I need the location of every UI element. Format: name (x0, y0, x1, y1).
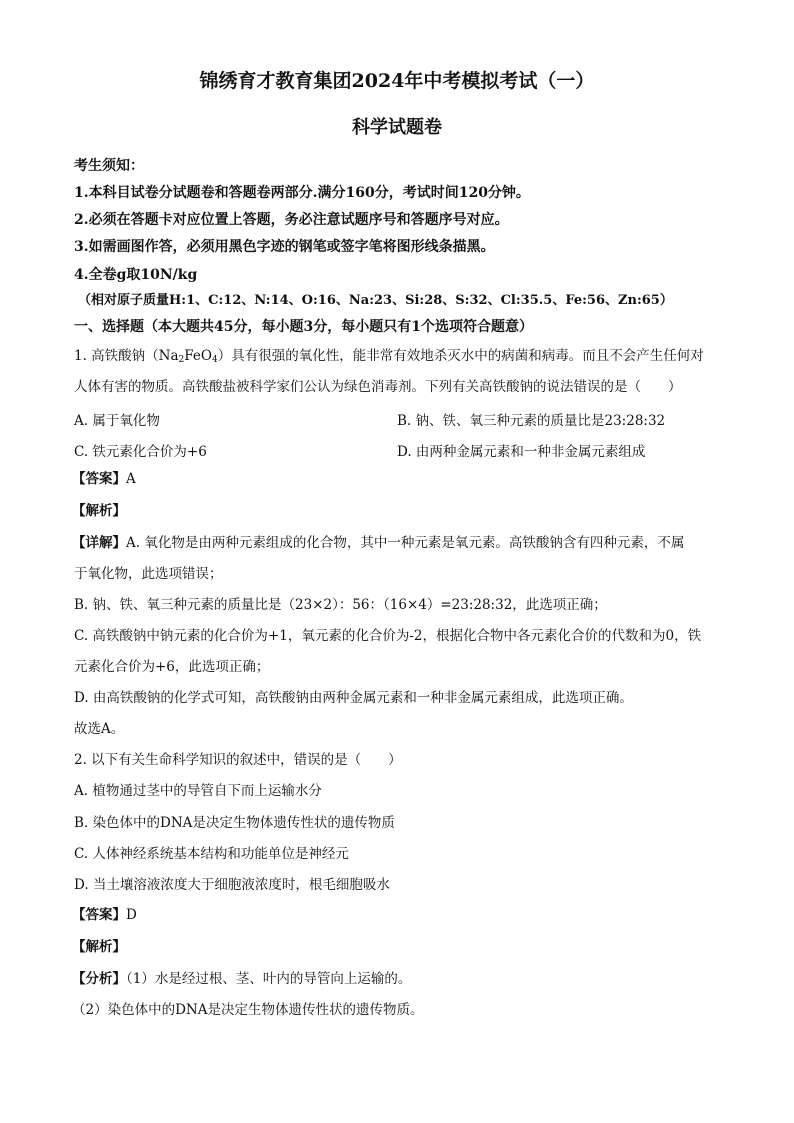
q1-detail-line-4: C. 高铁酸钠中钠元素的化合价为+1，氧元素的化合价为-2，根据化合物中各元素化合价的代数和为0，铁 (74, 628, 702, 644)
exam-title: 锦绣育才教育集团2024年中考模拟考试（一） (199, 70, 595, 92)
q1-analysis-tag: 【解析】 (72, 503, 126, 519)
q2-stem: 2. 以下有关生命科学知识的叙述中，错误的是（ ） (74, 752, 402, 768)
notice-item-1: 1.本科目试卷分试题卷和答题卷两部分.满分160分，考试时间120分钟。 (74, 185, 530, 201)
q1-conclusion: 故选A。 (74, 721, 125, 737)
q1-stem-line1: 1. 高铁酸钠$(Na_2FeO_4)$具有很强的氧化性，能非常有效地杀灭水中的病菌和病毒。而且不会产生任何对 (74, 348, 704, 365)
q2-option-a: A. 植物通过茎中的导管自下而上运输水分 (74, 783, 322, 799)
q1-detail-line-3: B. 钠、铁、氧三种元素的质量比是（23×2）：56：（16×4）=23:28:32，此选项正确； (74, 597, 607, 613)
notice-heading: 考生须知： (74, 158, 144, 174)
section-heading: 一、选择题（本大题共45分，每小题3分，每小题只有1个选项符合题意） (74, 319, 533, 335)
q2-fenxi-line-1: 【分析】（1）水是经过根、茎、叶内的导管向上运输的。 (72, 971, 412, 987)
q2-answer: 【答案】D (72, 907, 137, 923)
q2-option-b: B. 染色体中的DNA是决定生物体遗传性状的遗传物质 (74, 815, 395, 831)
q2-analysis-tag: 【解析】 (72, 939, 126, 955)
q1-option-a: A. 属于氧化物 (74, 413, 160, 429)
notice-item-4: 4.全卷g取10N/kg (74, 267, 198, 283)
notice-item-3: 3.如需画图作答，必须用黑色字迹的钢笔或签字笔将图形线条描黑。 (74, 239, 495, 255)
q1-stem-line2: 人体有害的物质。高铁酸盐被科学家们公认为绿色消毒剂。下列有关高铁酸钠的说法错误的是（ ） (74, 379, 682, 395)
notice-item-2: 2.必须在答题卡对应位置上答题，务必注意试题序号和答题序号对应。 (74, 212, 509, 228)
q2-option-d: D. 当土壤溶液浓度大于细胞液浓度时，根毛细胞吸水 (74, 877, 390, 893)
q1-option-d: D. 由两种金属元素和一种非金属元素组成 (397, 444, 646, 460)
exam-subtitle: 科学试题卷 (352, 117, 442, 138)
q2-fenxi-line-2: （2）染色体中的DNA是决定生物体遗传性状的遗传物质。 (72, 1002, 424, 1018)
q1-detail-line-1: 【详解】A. 氧化物是由两种元素组成的化合物，其中一种元素是氧元素。高铁酸钠含有四种元素，不属 (72, 535, 685, 551)
atomic-masses: （相对原子质量H:1、C:12、N:14、O:16、Na:23、Si:28、S:32、Cl:35.5、Fe:56、Zn:65） (78, 293, 673, 308)
q1-detail-line-2: 于氧化物，此选项错误； (74, 566, 223, 582)
q1-detail-line-5: 元素化合价为+6，此选项正确； (74, 659, 270, 675)
q1-option-b: B. 钠、铁、氧三种元素的质量比是23:28:32 (397, 413, 666, 429)
q1-detail-line-6: D. 由高铁酸钠的化学式可知，高铁酸钠由两种金属元素和一种非金属元素组成，此选项正确。 (74, 690, 633, 706)
q1-option-c: C. 铁元素化合价为+6 (74, 444, 207, 460)
q2-option-c: C. 人体神经系统基本结构和功能单位是神经元 (74, 846, 349, 862)
q1-answer: 【答案】A (72, 471, 136, 487)
